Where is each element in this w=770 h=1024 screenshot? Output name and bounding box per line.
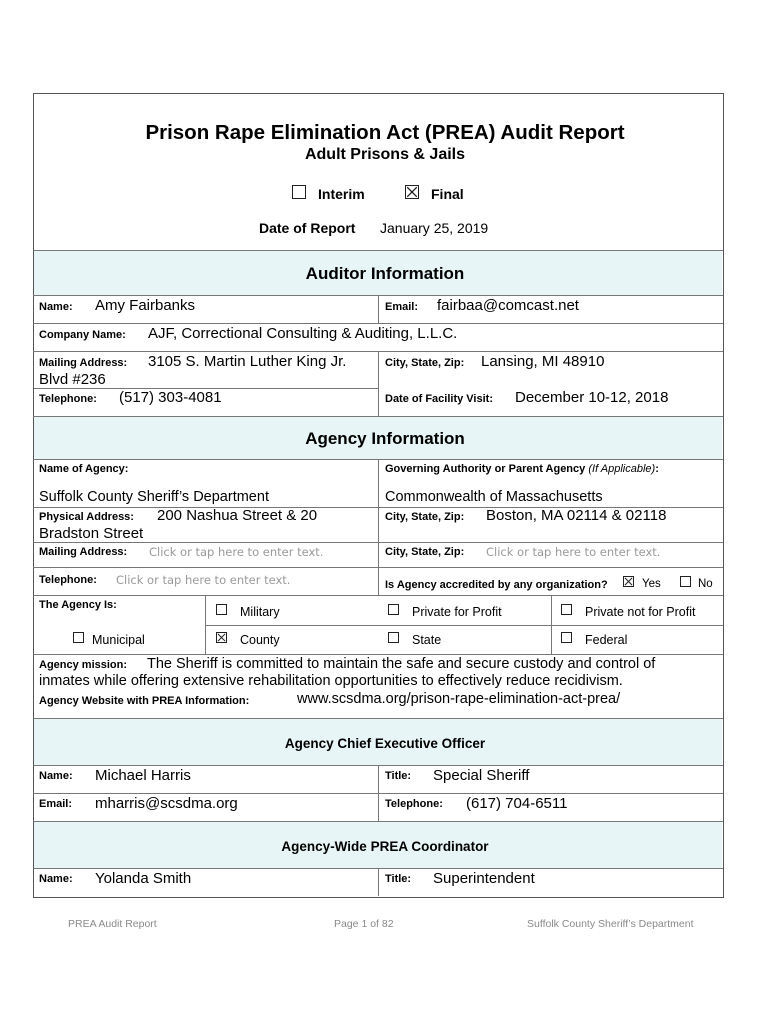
agency-mailing-label: Mailing Address: bbox=[39, 546, 128, 558]
check-x-icon bbox=[406, 186, 418, 198]
agency-phone-label: Telephone: bbox=[39, 574, 97, 586]
state-checkbox[interactable] bbox=[388, 632, 399, 643]
auditor-phone-value: (517) 303-4081 bbox=[119, 389, 222, 406]
county-checkbox[interactable] bbox=[216, 632, 227, 643]
accredited-yes-label: Yes bbox=[642, 578, 661, 590]
agency-section-title: Agency Information bbox=[305, 429, 465, 448]
interim-checkbox[interactable] bbox=[292, 185, 306, 199]
ceo-phone-label: Telephone: bbox=[385, 798, 443, 810]
municipal-label: Municipal bbox=[92, 633, 145, 647]
ceo-section-title: Agency Chief Executive Officer bbox=[284, 736, 486, 751]
company-name-value: AJF, Correctional Consulting & Auditing, L.L.C. bbox=[148, 325, 458, 342]
ceo-phone-value: (617) 704-6511 bbox=[466, 795, 568, 812]
auditor-csz-label: City, State, Zip: bbox=[385, 357, 465, 369]
auditor-section-title: Auditor Information bbox=[305, 264, 465, 283]
ceo-title-value: Special Sheriff bbox=[433, 767, 530, 784]
governing-authority-value: Commonwealth of Massachusetts bbox=[385, 489, 603, 505]
auditor-phone-label: Telephone: bbox=[39, 393, 97, 405]
report-subtitle: Adult Prisons & Jails bbox=[304, 146, 466, 163]
private-not-for-profit-label: Private not for Profit bbox=[585, 605, 696, 619]
visit-date-label: Date of Facility Visit: bbox=[385, 393, 493, 405]
military-checkbox[interactable] bbox=[216, 604, 227, 615]
private-for-profit-checkbox[interactable] bbox=[388, 604, 399, 615]
coordinator-name-value: Yolanda Smith bbox=[95, 870, 192, 887]
interim-label: Interim bbox=[318, 186, 365, 202]
county-label: County bbox=[240, 633, 280, 647]
physical-address-line1: 200 Nashua Street & 20 bbox=[157, 507, 318, 524]
auditor-email-label: Email: bbox=[385, 301, 419, 313]
report-title: Prison Rape Elimination Act (PREA) Audit Report bbox=[145, 121, 625, 144]
physical-address-label: Physical Address: bbox=[39, 511, 134, 523]
ceo-email-label: Email: bbox=[39, 798, 73, 810]
auditor-csz-value: Lansing, MI 48910 bbox=[481, 353, 605, 370]
federal-checkbox[interactable] bbox=[561, 632, 572, 643]
physical-csz-label: City, State, Zip: bbox=[385, 511, 465, 523]
website-link[interactable]: www.scsdma.org/prison-rape-elimination-act-prea/ bbox=[297, 691, 621, 707]
ceo-name-label: Name: bbox=[39, 770, 73, 782]
check-x-icon bbox=[624, 577, 633, 586]
agency-phone-field[interactable]: Click or tap here to enter text. bbox=[116, 573, 291, 587]
private-not-for-profit-checkbox[interactable] bbox=[561, 604, 572, 615]
federal-label: Federal bbox=[585, 633, 628, 647]
coordinator-name-label: Name: bbox=[39, 873, 73, 885]
agency-mailing-csz-field[interactable]: Click or tap here to enter text. bbox=[486, 545, 661, 559]
auditor-mailing-line2: Blvd #236 bbox=[39, 371, 106, 388]
visit-date-value: December 10-12, 2018 bbox=[515, 389, 669, 406]
auditor-email-value: fairbaa@comcast.net bbox=[437, 297, 579, 314]
agency-name-label: Name of Agency: bbox=[39, 463, 129, 475]
coordinator-title-value: Superintendent bbox=[433, 870, 535, 887]
state-label: State bbox=[412, 633, 442, 647]
physical-csz-value: Boston, MA 02114 & 02118 bbox=[486, 507, 667, 524]
accredited-label: Is Agency accredited by any organization? bbox=[385, 579, 608, 591]
company-name-label: Company Name: bbox=[39, 329, 126, 341]
website-label: Agency Website with PREA Information: bbox=[39, 695, 250, 707]
date-of-report-label: Date of Report bbox=[259, 220, 356, 236]
accredited-no-checkbox[interactable] bbox=[680, 576, 691, 587]
ceo-email-value: mharris@scsdma.org bbox=[95, 795, 238, 812]
ceo-name-value: Michael Harris bbox=[95, 767, 191, 784]
ceo-title-label: Title: bbox=[385, 770, 412, 782]
accredited-yes-checkbox[interactable] bbox=[623, 576, 634, 587]
footer-page-number: Page 1 of 82 bbox=[334, 918, 394, 930]
final-label: Final bbox=[431, 186, 464, 202]
agency-is-label: The Agency Is: bbox=[39, 599, 117, 611]
accredited-no-label: No bbox=[698, 578, 713, 590]
agency-mailing-field[interactable]: Click or tap here to enter text. bbox=[149, 545, 324, 559]
mission-label: Agency mission: bbox=[39, 659, 128, 671]
private-for-profit-label: Private for Profit bbox=[412, 605, 502, 619]
footer-left: PREA Audit Report bbox=[68, 918, 157, 930]
municipal-checkbox[interactable] bbox=[73, 632, 84, 643]
auditor-name-value: Amy Fairbanks bbox=[95, 297, 196, 314]
date-of-report-value: January 25, 2019 bbox=[380, 220, 489, 236]
coordinator-section-title: Agency-Wide PREA Coordinator bbox=[281, 839, 489, 854]
auditor-mailing-line1: 3105 S. Martin Luther King Jr. bbox=[148, 353, 347, 370]
auditor-name-label: Name: bbox=[39, 301, 73, 313]
agency-name-value: Suffolk County Sheriff’s Department bbox=[39, 489, 269, 505]
auditor-mailing-label: Mailing Address: bbox=[39, 357, 128, 369]
physical-address-line2: Bradston Street bbox=[39, 525, 144, 542]
footer-right: Suffolk County Sheriff’s Department bbox=[527, 918, 694, 930]
mission-text-line2: inmates while offering extensive rehabilitation opportunities to effectively reduce recidivism. bbox=[39, 673, 623, 689]
coordinator-title-label: Title: bbox=[385, 873, 412, 885]
military-label: Military bbox=[240, 605, 280, 619]
check-x-icon bbox=[217, 633, 226, 642]
agency-mission bbox=[39, 656, 655, 672]
agency-mailing-csz-label: City, State, Zip: bbox=[385, 546, 465, 558]
mission-text-line1: The Sheriff is committed to maintain the safe and secure custody and control of bbox=[147, 656, 656, 672]
governing-authority-label: Governing Authority or Parent Agency (If Applicable): bbox=[385, 463, 659, 475]
final-checkbox[interactable] bbox=[405, 185, 419, 199]
